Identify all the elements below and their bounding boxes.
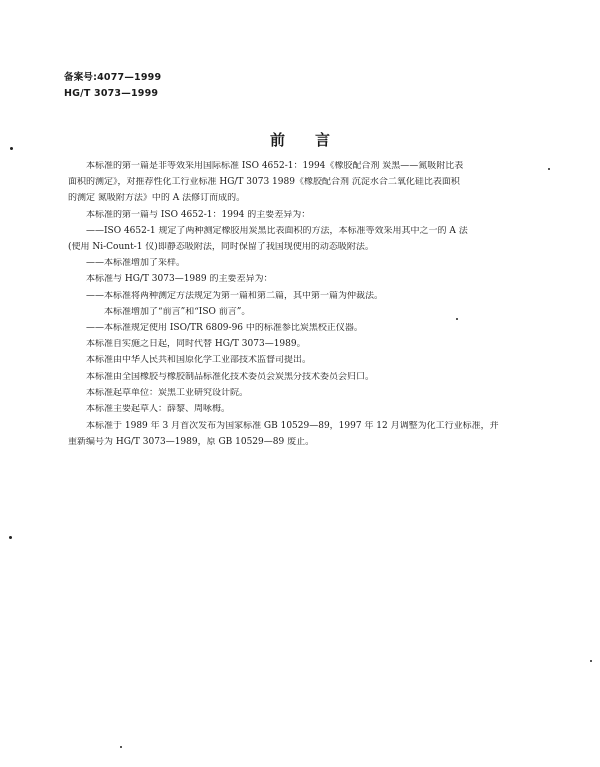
scan-speck [456,318,458,320]
scan-speck [9,536,12,539]
body-line: 本标准的第一篇是非等效采用国际标准 ISO 4652-1：1994《橡胶配合剂 炭黑——氮吸附比表 [86,161,464,171]
body-line: 本标准由中华人民共和国原化学工业部技术监督司提出。 [86,355,312,365]
body-line: ——本标准增加了采样。 [86,258,186,268]
record-number: 备案号:4077—1999 [64,72,162,83]
body-line: 本标准增加了“前言”和“ISO 前言”。 [104,307,251,317]
body-line: 本标准与 HG/T 3073—1989 的主要差异为： [86,274,273,284]
scan-speck [120,746,122,748]
standard-number: HG/T 3073—1999 [64,88,159,99]
body-line: 本标准起草单位：炭黑工业研究设计院。 [86,388,249,398]
scan-speck [10,147,13,150]
body-line: 本标准由全国橡胶与橡胶制品标准化技术委员会炭黑分技术委员会归口。 [86,372,375,382]
body-line: 本标准于 1989 年 3 月首次发布为国家标准 GB 10529—89，1997 年 12 月调整为化工行业标准，并 [86,421,499,431]
body-line: 本标准的第一篇与 ISO 4652-1：1994 的主要差异为： [86,210,311,220]
body-line: ——本标准规定使用 ISO/TR 6809-96 中的标准参比炭黑校正仪器。 [86,323,363,333]
body-line: 本标准主要起草人：薛黎、周咏梅。 [86,404,231,414]
body-line: 的测定 氮吸附方法》中的 A 法修订而成的。 [68,193,246,203]
body-line: (使用 Ni-Count-1 仪)即静态吸附法，同时保留了我国现使用的动态吸附法。 [68,242,374,252]
scan-speck [590,660,592,662]
page-title: 前言 [269,131,360,149]
body-line: 面积的测定》，对推荐性化工行业标准 HG/T 3073 1989《橡胶配合剂 沉淀水合二氧化硅比表面积 [68,177,460,187]
body-line: 重新编号为 HG/T 3073—1989，原 GB 10529—89 废止。 [68,437,315,447]
scan-speck [548,168,550,170]
body-line: 本标准自实施之日起，同时代替 HG/T 3073—1989。 [86,339,306,349]
body-line: ——ISO 4652-1 规定了两种测定橡胶用炭黑比表面积的方法，本标准等效采用其中之一的 A 法 [86,226,468,236]
body-line: ——本标准将两种测定方法规定为第一篇和第二篇，其中第一篇为仲裁法。 [86,291,384,301]
